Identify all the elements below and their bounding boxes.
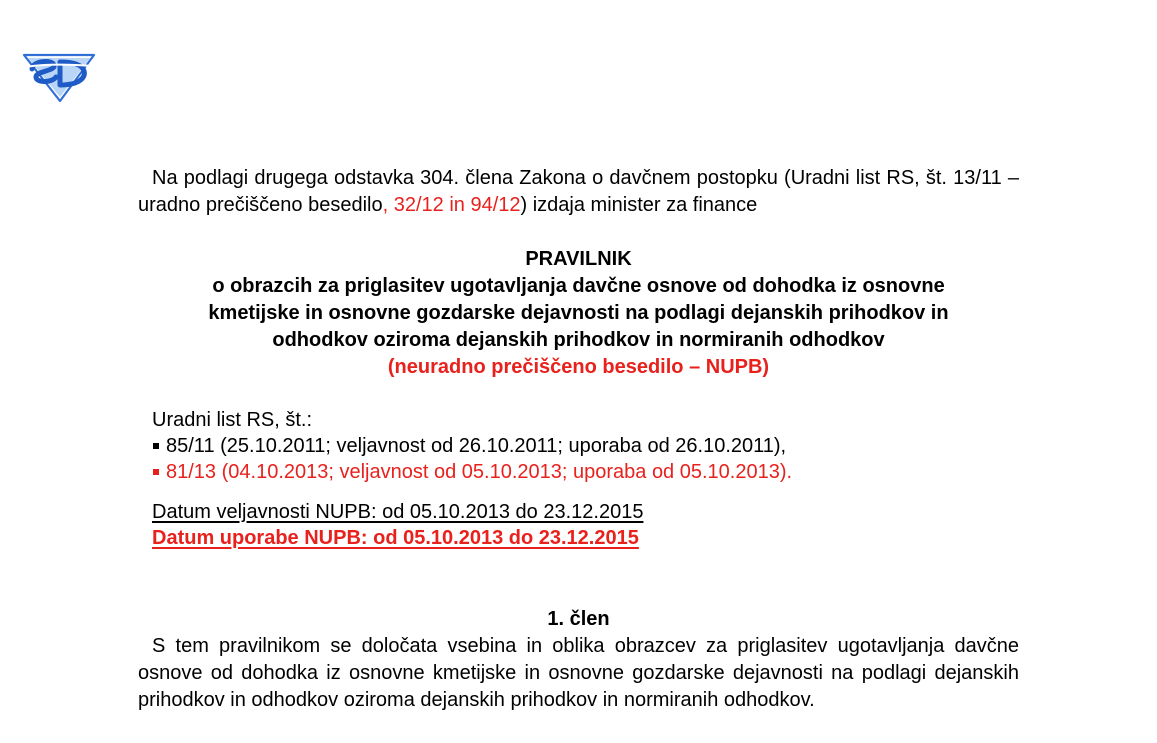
preamble-amendments: , 32/12 in 94/12 bbox=[382, 194, 521, 216]
article-body: S tem pravilnikom se določata vsebina in oblika obrazcev za priglasitev ugotavljanja davčne osnove od dohodka iz osnovne kmetijske in osnovne gozdarske dejavnosti na podlagi dejanskih prihodkov in odhodkov oziroma dejanskih prihodkov in normiranih odhodkov. bbox=[138, 635, 1019, 711]
validity-date: Datum veljavnosti NUPB: od 05.10.2013 do 23.12.2015 bbox=[152, 501, 644, 523]
gazette-references bbox=[138, 407, 1019, 485]
gazette-list bbox=[152, 433, 1019, 485]
sd-shield-logo-icon bbox=[22, 47, 96, 103]
preamble-text: Na podlagi drugega odstavka 304. člena Zakona o davčnem postopku (Uradni list RS, št. 13/11 – uradno prečiščeno besedilo bbox=[138, 167, 1019, 216]
title-heading: PRAVILNIK bbox=[525, 248, 632, 270]
preamble-paragraph bbox=[138, 165, 1019, 219]
title-line-3: odhodkov oziroma dejanskih prihodkov in normiranih odhodkov bbox=[272, 329, 885, 351]
logo bbox=[22, 47, 96, 103]
regulation-title bbox=[138, 246, 1019, 381]
title-line-1: o obrazcih za priglasitev ugotavljanja davčne osnove od dohodka iz osnovne bbox=[212, 275, 945, 297]
article-heading: 1. člen bbox=[547, 608, 610, 630]
gazette-label: Uradni list RS, št.: bbox=[152, 409, 313, 431]
title-subtitle: (neuradno prečiščeno besedilo – NUPB) bbox=[387, 356, 770, 378]
title-line-2: kmetijske in osnovne gozdarske dejavnosti na podlagi dejanskih prihodkov in bbox=[208, 302, 949, 324]
gazette-item: 85/11 (25.10.2011; veljavnost od 26.10.2011; uporaba od 26.10.2011), bbox=[152, 433, 1019, 459]
document-body bbox=[138, 165, 1019, 714]
use-date: Datum uporabe NUPB: od 05.10.2013 do 23.12.2015 bbox=[152, 527, 639, 549]
gazette-item: 81/13 (04.10.2013; veljavnost od 05.10.2013; uporaba od 05.10.2013). bbox=[152, 459, 1019, 485]
preamble-text-end: ) izdaja minister za finance bbox=[520, 194, 758, 216]
validity-dates bbox=[138, 499, 1019, 551]
